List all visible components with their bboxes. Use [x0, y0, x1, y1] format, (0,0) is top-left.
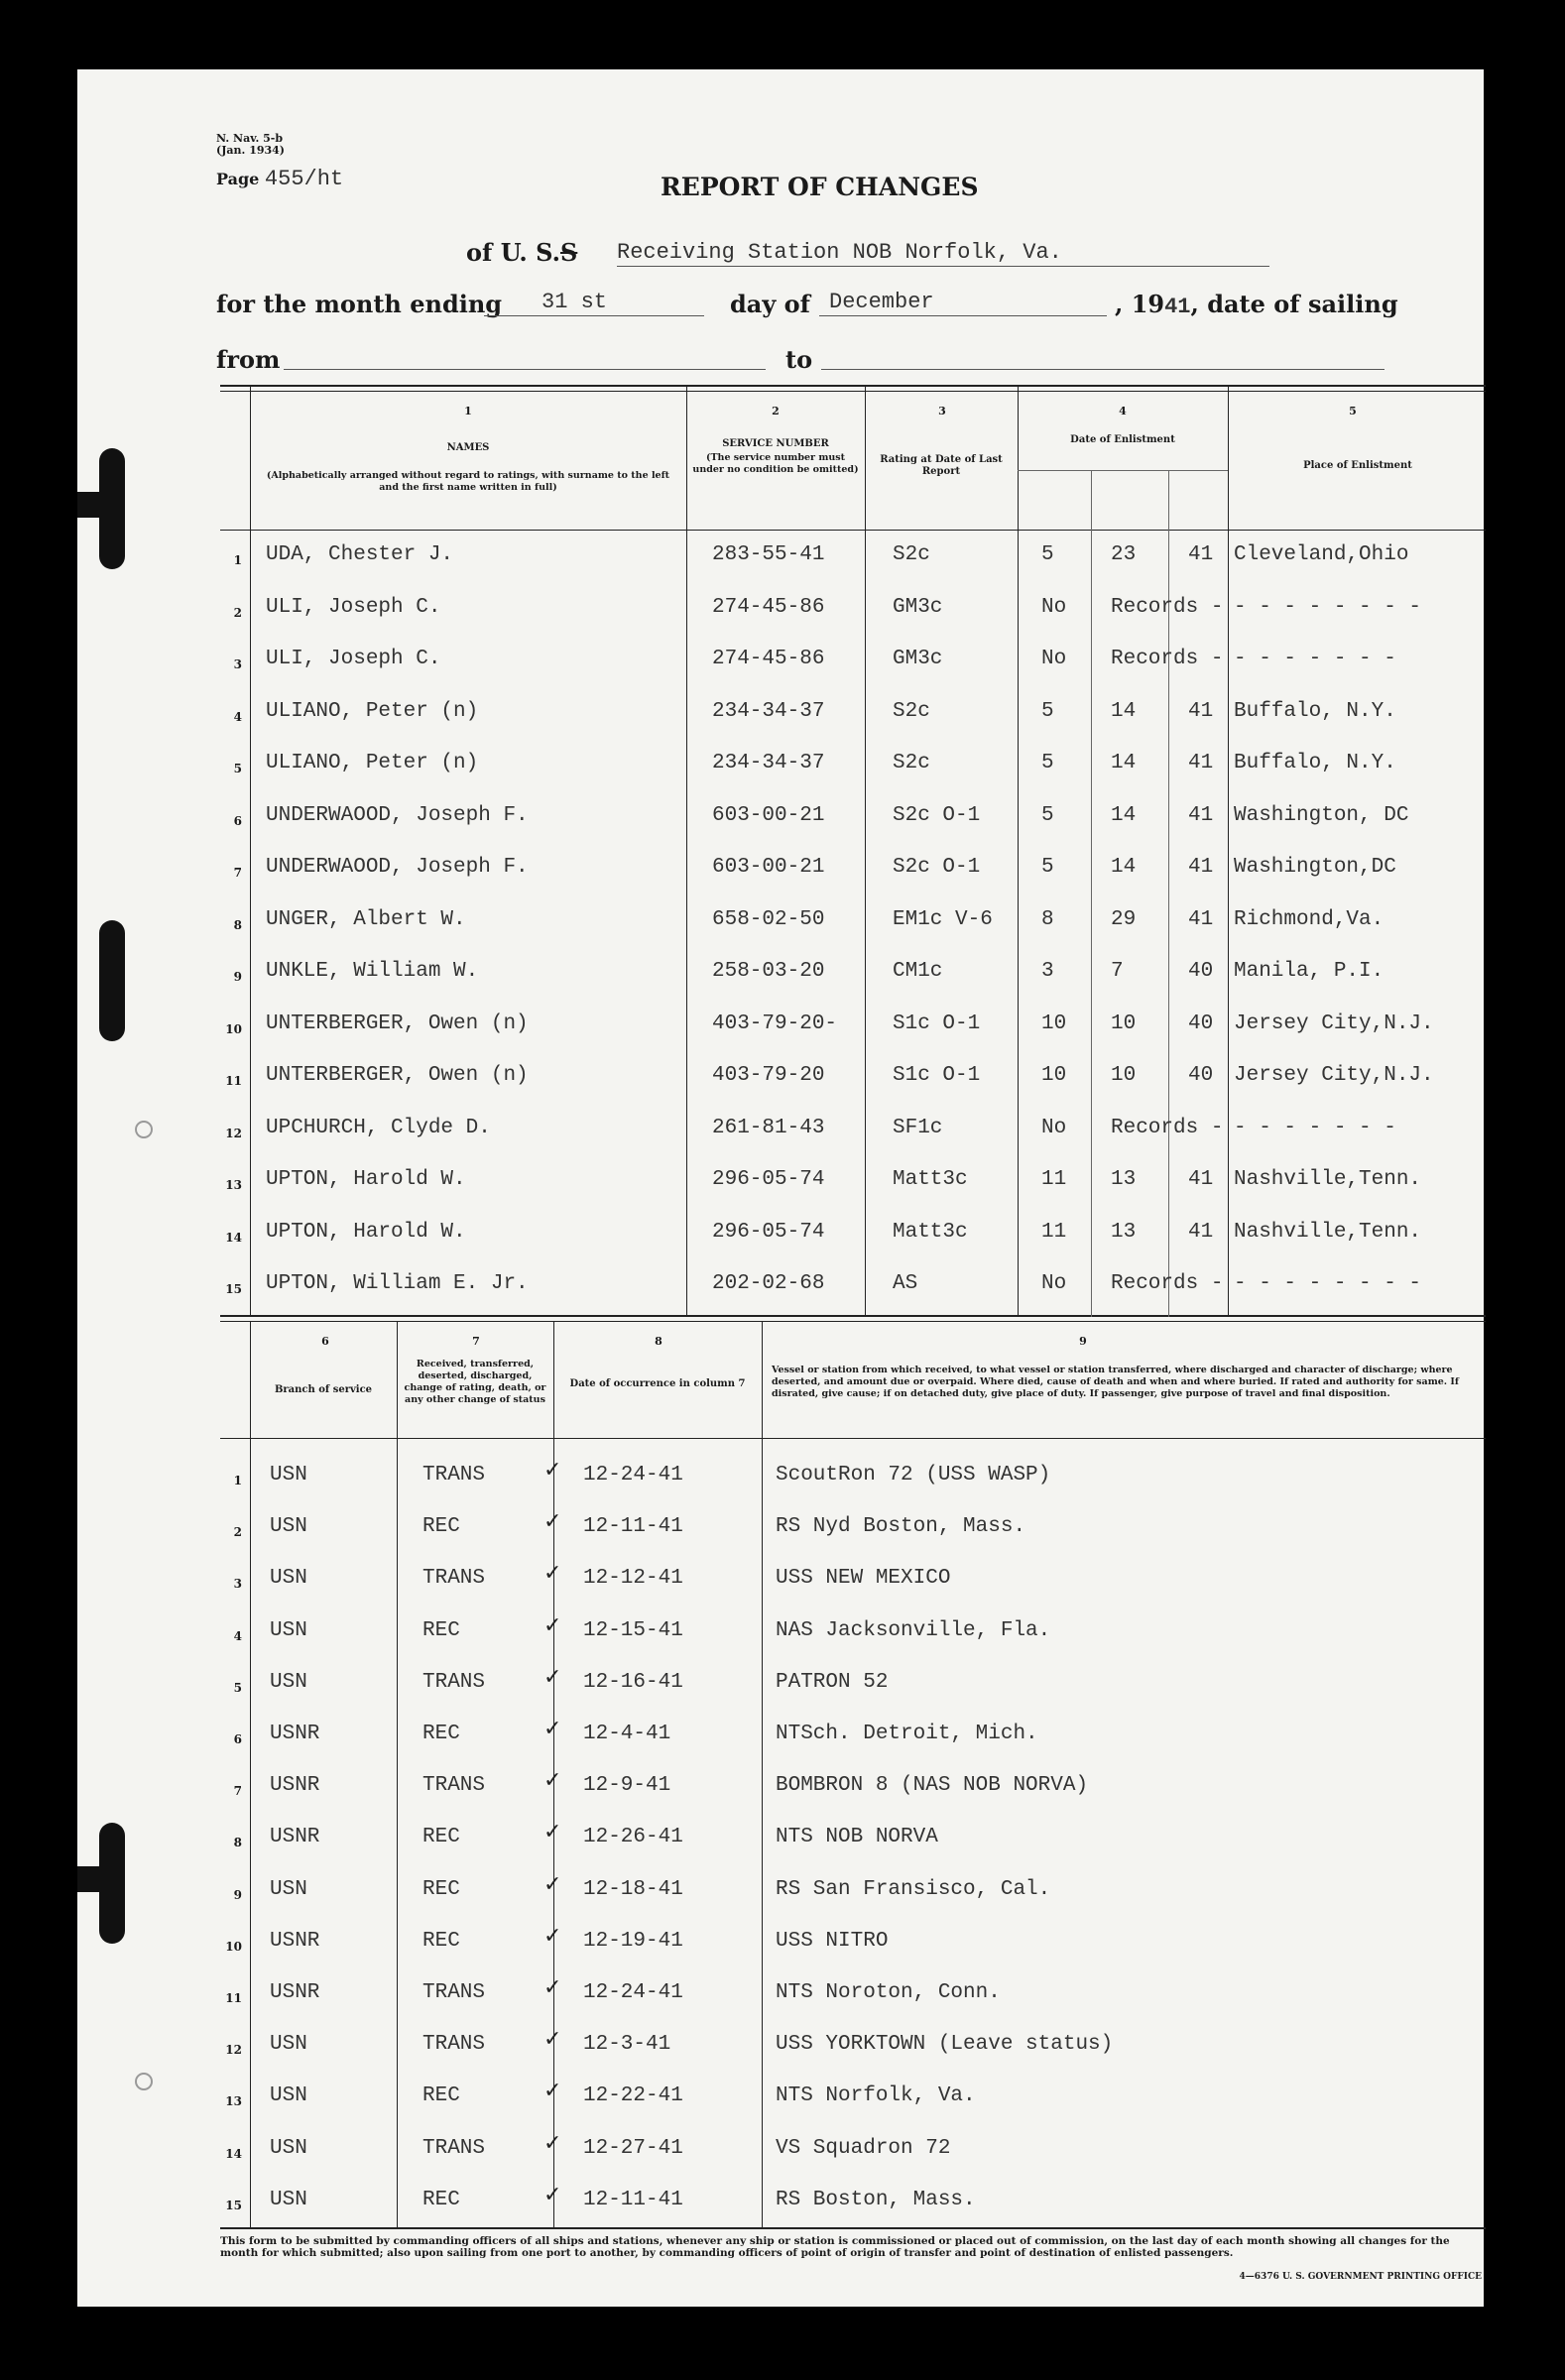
row-number: 4: [233, 1629, 242, 1643]
status-cell: REC: [422, 1723, 460, 1745]
place-cell: - - - - - - - -: [1234, 596, 1422, 619]
service-number-cell: 603-00-21: [712, 804, 825, 827]
names-subheader: (Alphabetically arranged without regard to ratings, with surname to the left and the first name written in full): [266, 470, 670, 493]
enlist-year-cell: 40: [1188, 960, 1214, 983]
date-cell: 12-18-41: [583, 1878, 683, 1901]
name-cell: ULIANO, Peter (n): [266, 752, 479, 774]
name-cell: UDA, Chester J.: [266, 543, 454, 566]
rating-cell: S2c O-1: [893, 804, 981, 827]
enlist-day-cell: 14: [1111, 700, 1137, 723]
date-cell: 12-27-41: [583, 2137, 683, 2160]
enlist-month-cell: 10: [1041, 1064, 1067, 1087]
status-cell: TRANS: [422, 2137, 486, 2160]
enlist-month-cell: No: [1041, 1117, 1067, 1139]
service-number-cell: 403-79-20: [712, 1064, 825, 1087]
name-cell: ULI, Joseph C.: [266, 648, 441, 670]
check-mark: ✓: [543, 1872, 562, 1897]
enlist-month-cell: No: [1041, 1272, 1067, 1295]
row-number: 7: [233, 866, 242, 880]
col-number: 4: [1119, 405, 1127, 417]
branch-cell: USNR: [270, 1981, 320, 2004]
vessel-cell: BOMBRON 8 (NAS NOB NORVA): [776, 1774, 1089, 1797]
check-mark: ✓: [543, 1613, 562, 1638]
footer-instructions: This form to be submitted by commanding officers of all ships and stations, whenever any ship or station is commissioned or placed out of commission, on the last day of each month showing all changes for the month for which submitted; also upon sailing from one port to another, by commanding officers of point of origin of transfer and point of destination of enlisted passengers.: [220, 2235, 1450, 2259]
place-cell: - - - - - - - -: [1234, 1272, 1422, 1295]
check-mark: ✓: [543, 2183, 562, 2207]
service-number-cell: 274-45-86: [712, 596, 825, 619]
enlist-month-cell: No: [1041, 648, 1067, 670]
year-value: 41: [1164, 295, 1191, 319]
enlist-day-cell: 29: [1111, 908, 1137, 931]
check-mark: ✓: [543, 1458, 562, 1483]
check-mark: ✓: [543, 2079, 562, 2103]
row-number: 8: [233, 1836, 242, 1849]
vessel-cell: NTS Norfolk, Va.: [776, 2084, 976, 2107]
year-prefix: , 19: [1115, 290, 1165, 318]
date-cell: 12-4-41: [583, 1723, 671, 1745]
vessel-cell: NAS Jacksonville, Fla.: [776, 1619, 1051, 1642]
to-underline: [821, 369, 1384, 370]
place-cell: Washington,DC: [1234, 856, 1396, 879]
name-cell: UPTON, Harold W.: [266, 1221, 466, 1244]
status-cell: TRANS: [422, 1567, 486, 1590]
col-number: 6: [321, 1335, 329, 1348]
row-number: 1: [233, 553, 242, 567]
col-number: 7: [472, 1335, 480, 1348]
branch-cell: USN: [270, 2189, 307, 2211]
row-number: 3: [233, 1577, 242, 1591]
service-number-cell: 403-79-20-: [712, 1012, 838, 1035]
place-cell: Jersey City,N.J.: [1234, 1064, 1434, 1087]
enlist-year-cell: 41: [1188, 908, 1214, 931]
enlist-year-cell: 41: [1188, 1168, 1214, 1191]
vessel-header: Vessel or station from which received, to what vessel or station transferred, where discharged and character of discharge; where deserted, and amount due or overpaid. Where died, cause of death and when and where buried. If rated and authority for same. If disrated, give cause; if on detached duty, give place of duty. If passenger, give purpose of travel and final disposition.: [772, 1365, 1459, 1399]
date-cell: 12-19-41: [583, 1930, 683, 1953]
enlist-day-cell: 13: [1111, 1221, 1137, 1244]
day-of-label: day of: [730, 290, 810, 318]
sailing-label: , date of sailing: [1190, 290, 1398, 318]
check-mark: ✓: [543, 2027, 562, 2052]
rating-cell: S2c O-1: [893, 856, 981, 879]
date-cell: 12-11-41: [583, 1515, 683, 1538]
day-underline: [484, 315, 704, 316]
enlist-day-cell: 23: [1111, 543, 1137, 566]
of-us-label: of U. S.: [466, 238, 560, 267]
branch-cell: USNR: [270, 1723, 320, 1745]
table-vline: [1228, 385, 1229, 1317]
enlist-month-cell: No: [1041, 596, 1067, 619]
status-cell: REC: [422, 1515, 460, 1538]
name-cell: UNTERBERGER, Owen (n): [266, 1012, 529, 1035]
enlist-year-cell: 41: [1188, 752, 1214, 774]
table-rule: [220, 385, 1486, 387]
status-cell: REC: [422, 1826, 460, 1848]
enlist-day-cell: 14: [1111, 752, 1137, 774]
status-cell: TRANS: [422, 2033, 486, 2056]
row-number: 12: [225, 2043, 242, 2057]
service-number-cell: 234-34-37: [712, 752, 825, 774]
rating-cell: S1c O-1: [893, 1064, 981, 1087]
rating-cell: CM1c: [893, 960, 943, 983]
table-vline: [865, 385, 866, 1317]
enlist-day-cell: Records -: [1111, 1117, 1224, 1139]
enlist-month-cell: 5: [1041, 543, 1054, 566]
status-header: Received, transferred, deserted, discharged, change of rating, death, or any other change of status: [404, 1359, 546, 1405]
row-number: 11: [225, 1991, 242, 2005]
vessel-cell: USS NITRO: [776, 1930, 889, 1953]
enlist-month-cell: 5: [1041, 804, 1054, 827]
vessel-cell: VS Squadron 72: [776, 2137, 951, 2160]
enlist-month-cell: 5: [1041, 700, 1054, 723]
service-number-cell: 283-55-41: [712, 543, 825, 566]
status-cell: TRANS: [422, 1774, 486, 1797]
table-rule: [220, 1315, 1486, 1317]
form-code-line: N. Nav. 5-b: [216, 132, 284, 145]
enlist-month-cell: 3: [1041, 960, 1054, 983]
rating-cell: SF1c: [893, 1117, 943, 1139]
row-number: 4: [233, 710, 242, 724]
status-cell: REC: [422, 1619, 460, 1642]
name-cell: UPTON, William E. Jr.: [266, 1272, 529, 1295]
check-mark: ✓: [543, 1820, 562, 1844]
document-sheet: [77, 69, 1484, 2307]
place-cell: - - - - - - -: [1234, 1117, 1396, 1139]
vessel-cell: USS NEW MEXICO: [776, 1567, 951, 1590]
row-number: 1: [233, 1474, 242, 1488]
binder-hole: [99, 1823, 125, 1944]
rating-cell: AS: [893, 1272, 918, 1295]
table-vline: [1018, 385, 1019, 1317]
status-cell: REC: [422, 2084, 460, 2107]
branch-cell: USNR: [270, 1930, 320, 1953]
rating-cell: EM1c V-6: [893, 908, 993, 931]
service-number-cell: 258-03-20: [712, 960, 825, 983]
table-vline: [686, 385, 687, 1317]
station-underline: [617, 266, 1269, 267]
name-cell: ULIANO, Peter (n): [266, 700, 479, 723]
form-code-date: (Jan. 1934): [216, 144, 286, 157]
col-number: 1: [464, 405, 472, 417]
date-cell: 12-9-41: [583, 1774, 671, 1797]
name-cell: UPCHURCH, Clyde D.: [266, 1117, 491, 1139]
branch-cell: USN: [270, 1878, 307, 1901]
place-cell: Washington, DC: [1234, 804, 1409, 827]
status-cell: TRANS: [422, 1981, 486, 2004]
service-number-cell: 296-05-74: [712, 1168, 825, 1191]
place-header: Place of Enlistment: [1303, 460, 1412, 471]
row-number: 3: [233, 657, 242, 671]
service-number-cell: 202-02-68: [712, 1272, 825, 1295]
branch-cell: USN: [270, 2137, 307, 2160]
day-value: 31 st: [542, 290, 608, 314]
row-number: 14: [225, 1231, 242, 1245]
page-label: Page: [216, 170, 260, 188]
place-cell: Manila, P.I.: [1234, 960, 1384, 983]
branch-cell: USN: [270, 2084, 307, 2107]
enlist-day-cell: 10: [1111, 1064, 1137, 1087]
table-rule: [220, 1438, 1486, 1439]
enlist-year-cell: 41: [1188, 543, 1214, 566]
enlist-day-cell: 14: [1111, 804, 1137, 827]
printing-office: 4—6376 U. S. GOVERNMENT PRINTING OFFICE: [1239, 2272, 1482, 2282]
service-number-cell: 274-45-86: [712, 648, 825, 670]
year-group: [1115, 290, 1398, 319]
name-cell: ULI, Joseph C.: [266, 596, 441, 619]
date-cell: 12-16-41: [583, 1671, 683, 1694]
enlist-day-cell: 13: [1111, 1168, 1137, 1191]
month-underline: [819, 315, 1107, 316]
row-number: 6: [233, 1732, 242, 1746]
enlist-month-cell: 10: [1041, 1012, 1067, 1035]
row-number: 9: [233, 970, 242, 984]
table-vline: [250, 1321, 251, 2227]
status-cell: REC: [422, 1878, 460, 1901]
col-number: 5: [1349, 405, 1357, 417]
name-cell: UPTON, Harold W.: [266, 1168, 466, 1191]
date-cell: 12-15-41: [583, 1619, 683, 1642]
table-rule: [220, 530, 1486, 531]
check-mark: ✓: [543, 1717, 562, 1741]
name-cell: UNTERBERGER, Owen (n): [266, 1064, 529, 1087]
row-number: 2: [233, 606, 242, 620]
branch-cell: USN: [270, 1567, 307, 1590]
place-cell: Cleveland,Ohio: [1234, 543, 1409, 566]
vessel-cell: RS Nyd Boston, Mass.: [776, 1515, 1026, 1538]
row-number: 5: [233, 1681, 242, 1695]
service-number-cell: 261-81-43: [712, 1117, 825, 1139]
enlist-header: Date of Enlistment: [1070, 434, 1175, 445]
name-cell: UNDERWAOOD, Joseph F.: [266, 856, 529, 879]
branch-cell: USN: [270, 1464, 307, 1487]
to-label: to: [785, 345, 813, 374]
enlist-year-cell: 41: [1188, 804, 1214, 827]
table-rule: [1018, 470, 1228, 471]
name-cell: UNGER, Albert W.: [266, 908, 466, 931]
name-cell: UNDERWAOOD, Joseph F.: [266, 804, 529, 827]
check-mark: ✓: [543, 1975, 562, 2000]
page-number: 455/ht: [264, 167, 344, 191]
status-cell: TRANS: [422, 1671, 486, 1694]
check-mark: ✓: [543, 1665, 562, 1690]
branch-cell: USNR: [270, 1826, 320, 1848]
date-cell: 12-26-41: [583, 1826, 683, 1848]
service-subheader: (The service number must under no condition be omitted): [692, 452, 859, 475]
enlist-year-cell: 40: [1188, 1012, 1214, 1035]
rating-cell: S2c: [893, 543, 930, 566]
place-cell: Nashville,Tenn.: [1234, 1168, 1422, 1191]
date-cell: 12-12-41: [583, 1567, 683, 1590]
status-cell: REC: [422, 1930, 460, 1953]
row-number: 13: [225, 2094, 242, 2108]
form-code: [216, 133, 285, 157]
row-number: 10: [225, 1022, 242, 1036]
row-number: 15: [225, 1282, 242, 1296]
enlist-year-cell: 41: [1188, 700, 1214, 723]
place-cell: - - - - - - -: [1234, 648, 1396, 670]
date-header: Date of occurrence in column 7: [569, 1378, 746, 1389]
date-cell: 12-24-41: [583, 1464, 683, 1487]
binder-hole: [99, 448, 125, 569]
date-cell: 12-24-41: [583, 1981, 683, 2004]
from-label: from: [216, 345, 281, 374]
table-vline: [1091, 470, 1092, 1317]
enlist-day-cell: Records -: [1111, 1272, 1224, 1295]
month-ending-label: for the month ending: [216, 290, 503, 318]
table-vline: [762, 1321, 763, 2227]
check-mark: ✓: [543, 1768, 562, 1793]
table-rule: [220, 1321, 1486, 1322]
rating-cell: GM3c: [893, 648, 943, 670]
service-number-cell: 234-34-37: [712, 700, 825, 723]
check-mark: ✓: [543, 2131, 562, 2156]
service-number-cell: 658-02-50: [712, 908, 825, 931]
check-mark: ✓: [543, 1924, 562, 1949]
name-cell: UNKLE, William W.: [266, 960, 479, 983]
names-header: NAMES: [446, 442, 490, 453]
enlist-month-cell: 5: [1041, 752, 1054, 774]
row-number: 15: [225, 2199, 242, 2212]
enlist-day-cell: 10: [1111, 1012, 1137, 1035]
table-rule: [220, 2227, 1486, 2229]
enlist-year-cell: 41: [1188, 1221, 1214, 1244]
row-number: 9: [233, 1888, 242, 1902]
enlist-day-cell: 14: [1111, 856, 1137, 879]
rating-cell: GM3c: [893, 596, 943, 619]
rating-cell: S1c O-1: [893, 1012, 981, 1035]
row-number: 6: [233, 814, 242, 828]
rating-header: Rating at Date of Last Report: [880, 454, 1003, 477]
page-line: [216, 167, 343, 191]
rating-cell: S2c: [893, 752, 930, 774]
branch-cell: USN: [270, 1515, 307, 1538]
rating-cell: Matt3c: [893, 1168, 968, 1191]
vessel-cell: ScoutRon 72 (USS WASP): [776, 1464, 1051, 1487]
branch-cell: USNR: [270, 1774, 320, 1797]
enlist-year-cell: 40: [1188, 1064, 1214, 1087]
row-number: 13: [225, 1178, 242, 1192]
branch-header: Branch of service: [274, 1384, 373, 1395]
col-number: 8: [655, 1335, 662, 1348]
branch-cell: USN: [270, 1671, 307, 1694]
row-number: 7: [233, 1784, 242, 1798]
enlist-month-cell: 8: [1041, 908, 1054, 931]
col-number: 3: [938, 405, 946, 417]
of-us-struck: S: [559, 238, 578, 267]
check-mark: ✓: [543, 1561, 562, 1586]
from-underline: [284, 369, 766, 370]
page-title: REPORT OF CHANGES: [661, 173, 979, 201]
col-number: 9: [1079, 1335, 1087, 1348]
enlist-day-cell: Records -: [1111, 596, 1224, 619]
col-number: 2: [772, 405, 780, 417]
vessel-cell: USS YORKTOWN (Leave status): [776, 2033, 1114, 2056]
ship-line: [466, 238, 577, 267]
enlist-year-cell: 41: [1188, 856, 1214, 879]
rating-cell: Matt3c: [893, 1221, 968, 1244]
row-number: 10: [225, 1940, 242, 1954]
vessel-cell: NTS NOB NORVA: [776, 1826, 938, 1848]
service-header: SERVICE NUMBER: [722, 438, 829, 449]
place-cell: Buffalo, N.Y.: [1234, 752, 1396, 774]
rating-cell: S2c: [893, 700, 930, 723]
status-cell: TRANS: [422, 1464, 486, 1487]
month-value: December: [829, 290, 934, 314]
check-mark: ✓: [543, 1509, 562, 1534]
row-number: 14: [225, 2147, 242, 2161]
branch-cell: USN: [270, 1619, 307, 1642]
enlist-day-cell: Records -: [1111, 648, 1224, 670]
table-rule: [220, 391, 1486, 392]
row-number: 5: [233, 762, 242, 775]
table-vline: [250, 385, 251, 1317]
date-cell: 12-3-41: [583, 2033, 671, 2056]
punch-mark: [135, 1121, 153, 1138]
place-cell: Nashville,Tenn.: [1234, 1221, 1422, 1244]
date-cell: 12-22-41: [583, 2084, 683, 2107]
vessel-cell: RS San Fransisco, Cal.: [776, 1878, 1051, 1901]
date-cell: 12-11-41: [583, 2189, 683, 2211]
enlist-day-cell: 7: [1111, 960, 1124, 983]
service-number-cell: 603-00-21: [712, 856, 825, 879]
place-cell: Jersey City,N.J.: [1234, 1012, 1434, 1035]
place-cell: Buffalo, N.Y.: [1234, 700, 1396, 723]
punch-mark: [135, 2073, 153, 2090]
station-name: Receiving Station NOB Norfolk, Va.: [617, 240, 1062, 265]
row-number: 2: [233, 1525, 242, 1539]
enlist-month-cell: 11: [1041, 1221, 1067, 1244]
binder-hole: [99, 920, 125, 1041]
table-vline: [397, 1321, 398, 2227]
row-number: 12: [225, 1127, 242, 1140]
enlist-month-cell: 5: [1041, 856, 1054, 879]
vessel-cell: NTSch. Detroit, Mich.: [776, 1723, 1038, 1745]
branch-cell: USN: [270, 2033, 307, 2056]
vessel-cell: NTS Noroton, Conn.: [776, 1981, 1001, 2004]
status-cell: REC: [422, 2189, 460, 2211]
vessel-cell: RS Boston, Mass.: [776, 2189, 976, 2211]
place-cell: Richmond,Va.: [1234, 908, 1384, 931]
row-number: 11: [225, 1074, 242, 1088]
enlist-month-cell: 11: [1041, 1168, 1067, 1191]
service-number-cell: 296-05-74: [712, 1221, 825, 1244]
row-number: 8: [233, 918, 242, 932]
vessel-cell: PATRON 52: [776, 1671, 889, 1694]
